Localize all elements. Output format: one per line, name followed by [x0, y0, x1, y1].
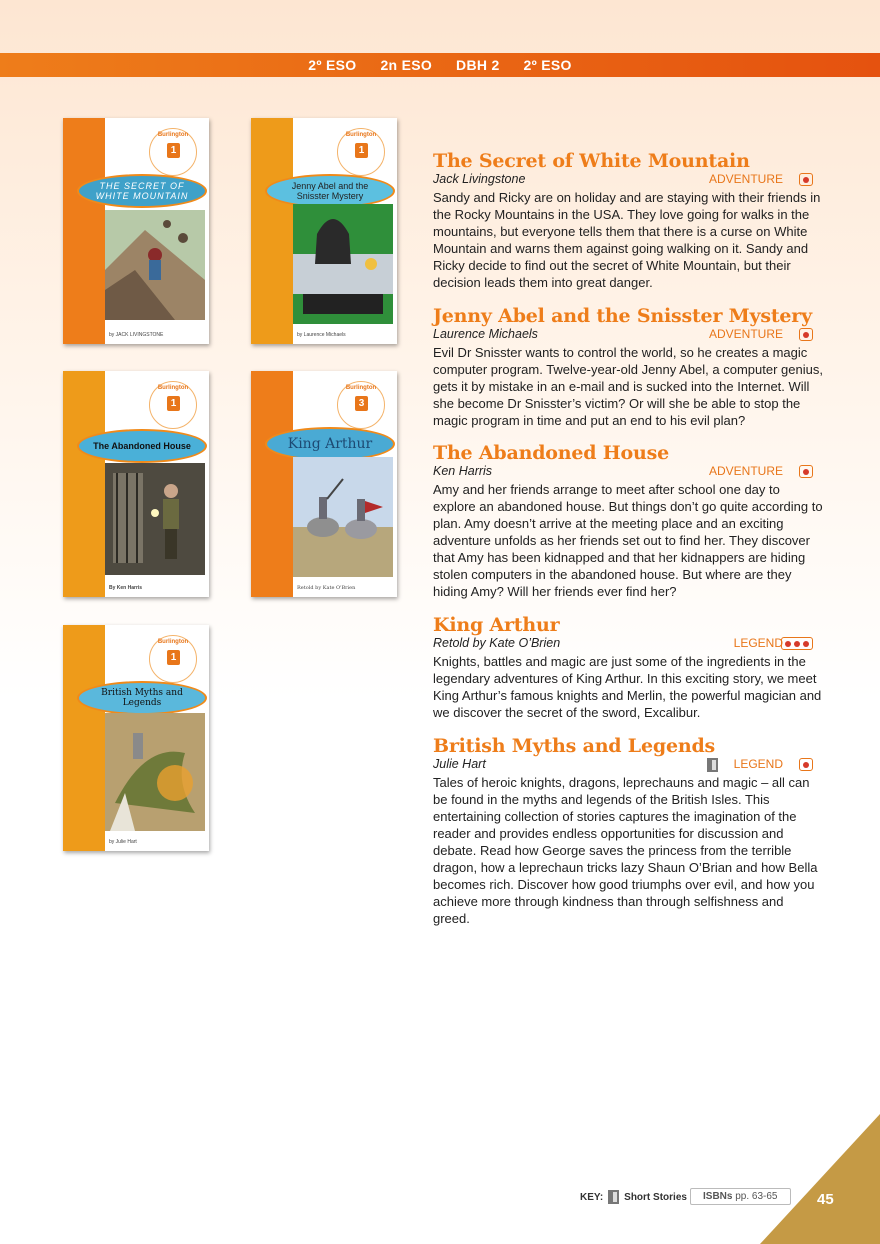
footer-key — [580, 1190, 687, 1204]
level-badge: Burlington 3 — [337, 381, 385, 429]
book-genre: ADVENTURE — [708, 464, 783, 478]
level-dot — [803, 469, 809, 475]
book-title: King Arthur — [433, 614, 560, 636]
book-cover-jenny-abel — [251, 118, 397, 344]
book-cover-king-arthur — [251, 371, 397, 597]
short-stories-icon — [707, 758, 718, 772]
isbn-label: ISBNs — [703, 1191, 733, 1202]
page-number: 45 — [817, 1191, 834, 1208]
book-genre: ADVENTURE — [708, 327, 783, 341]
level-dot — [794, 641, 800, 647]
book-author: Ken Harris — [433, 464, 493, 478]
key-label: KEY: — [580, 1191, 604, 1203]
level-badge: Burlington 1 — [337, 128, 385, 176]
header-label: 2º ESO — [523, 57, 572, 73]
header-label: 2n ESO — [380, 57, 433, 73]
level-dot — [785, 641, 791, 647]
book-description: Knights, battles and magic are just some of the ingredients in the legendary adventures of King Arthur. In this exciting story, we meet King Arthur’s famous knights and Merlin, the powerful magician and we discover the secret of the sword, Excalibur. — [433, 654, 822, 720]
book-cover-british-myths — [63, 625, 209, 851]
level-dot — [803, 762, 809, 768]
cover-author: by JACK LIVINGSTONE — [109, 332, 164, 338]
cover-title: Jenny Abel and the Snisster Mystery — [265, 174, 395, 208]
cover-author: By Ken Harris — [109, 585, 143, 591]
key-item: Short Stories — [624, 1191, 687, 1203]
cover-illustration — [105, 713, 205, 831]
level-indicator — [799, 173, 813, 186]
cover-illustration — [105, 210, 205, 320]
short-stories-icon — [608, 1190, 619, 1204]
isbn-reference — [690, 1188, 791, 1205]
cover-illustration — [293, 457, 393, 577]
header-label: 2º ESO — [308, 57, 357, 73]
isbn-pages: pp. 63-65 — [735, 1191, 778, 1202]
level-indicator — [781, 637, 813, 650]
book-description: Tales of heroic knights, dragons, leprechauns and magic – all can be found in the myths and legends of the British Isles. This entertaining collection of stories captures the imagination of the reader and provides endless opportunities for discussion and debate. Read how George saves the princess from the terrible dragon, how a leprechaun tricks lazy Shaun O’Brian and how Bella becomes rich. Discover how good triumphs over evil, and how you achieve more through kindness than through selfishness and greed. — [433, 775, 818, 926]
level-badge: Burlington 1 — [149, 381, 197, 429]
book-title: The Abandoned House — [433, 442, 669, 464]
cover-title: The Abandoned House — [77, 429, 207, 463]
level-dot — [803, 177, 809, 183]
book-description: Amy and her friends arrange to meet after school one day to explore an abandoned house. But things don’t go quite according to plan. Amy doesn’t arrive at the meeting place and an exciting adventure unfolds as her friends set out to find her. They discover that Amy has been kidnapped and that her kidnappers are hiding stolen computers in the abandoned house. But where are they hiding Amy? Will her friends ever find her? — [433, 482, 823, 599]
book-title: British Myths and Legends — [433, 735, 716, 757]
cover-title: British Myths and Legends — [77, 681, 207, 715]
book-author: Jack Livingstone — [433, 172, 526, 186]
header-bar — [0, 53, 880, 77]
corner-triangle — [760, 1114, 880, 1244]
level-dot — [803, 332, 809, 338]
level-dot — [803, 641, 809, 647]
level-indicator — [799, 328, 813, 341]
cover-title: King Arthur — [265, 427, 395, 461]
book-entry — [433, 735, 823, 927]
book-genre: ADVENTURE — [708, 172, 783, 186]
cover-author: by Julie Hart — [109, 839, 137, 845]
book-entry — [433, 150, 823, 291]
book-entry — [433, 614, 823, 721]
cover-author: by Laurence Michaels — [297, 332, 346, 338]
book-title: The Secret of White Mountain — [433, 150, 750, 172]
cover-author: Retold by Kate O'Brien — [297, 585, 356, 591]
cover-illustration — [293, 204, 393, 324]
book-author: Laurence Michaels — [433, 327, 538, 341]
book-author: Julie Hart — [433, 757, 486, 771]
book-description: Sandy and Ricky are on holiday and are staying with their friends in the Rocky Mountains in the USA. They love going for walks in the mountains, but everyone tells them that there is a curse on White Mountain and warns them against going walking on it. Sandy and Ricky decide to find out the secret of White Mountain, but their decision leads them into great danger. — [433, 190, 821, 290]
level-badge: Burlington 1 — [149, 128, 197, 176]
book-genre: LEGEND — [733, 757, 783, 771]
book-cover-secret-white-mountain — [63, 118, 209, 344]
cover-title: THE SECRET OF WHITE MOUNTAIN — [77, 174, 207, 208]
cover-illustration — [105, 463, 205, 575]
book-title: Jenny Abel and the Snisster Mystery — [433, 305, 812, 327]
book-author: Retold by Kate O’Brien — [433, 636, 561, 650]
book-cover-abandoned-house — [63, 371, 209, 597]
book-entry — [433, 305, 823, 429]
level-badge: Burlington 1 — [149, 635, 197, 683]
book-description: Evil Dr Snisster wants to control the world, so he creates a magic computer program. Twelve-year-old Jenny Abel, a computer genius, gets it by mistake in an e-mail and is sucked into the Internet. Will she become Dr Snisster’s victim? Or will she be able to stop the magic program in time and put an end to his evil plan? — [433, 345, 823, 428]
header-label: DBH 2 — [456, 57, 500, 73]
level-indicator — [799, 758, 813, 771]
book-genre: LEGEND — [733, 636, 783, 650]
level-indicator — [799, 465, 813, 478]
book-entry — [433, 442, 823, 600]
